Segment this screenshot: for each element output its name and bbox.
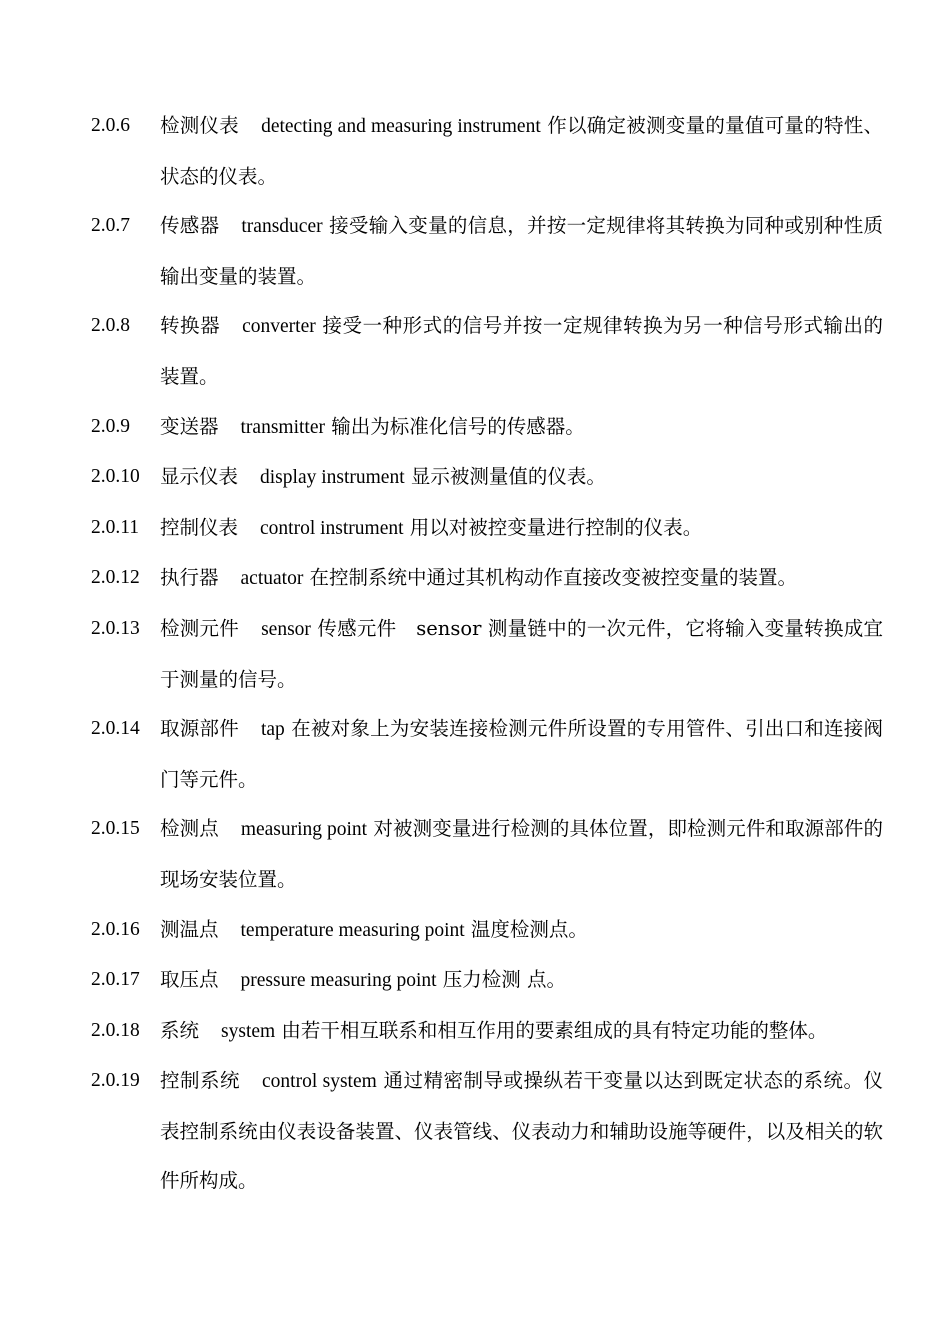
term-en: converter <box>242 316 316 338</box>
term-definition-list <box>91 101 883 1206</box>
entry-number: 2.0.7 <box>91 215 130 237</box>
entry-body <box>160 201 883 301</box>
entry-body <box>160 955 883 1006</box>
definition: 通过精密制导或操纵若干变量以达到既定状态的系统。仪表控制系统由仪表设备装置、仪表管线、仪表动力和辅助设施等硬件，以及相关的软件所构成。 <box>160 1069 883 1193</box>
entry-body <box>160 804 883 904</box>
entry-2-0-10 <box>91 452 883 503</box>
term-en: measuring point <box>240 819 368 841</box>
term-en: transducer <box>241 216 323 238</box>
entry-body <box>160 101 883 201</box>
entry-2-0-18 <box>91 1006 883 1057</box>
entry-body <box>160 553 883 604</box>
definition: 温度检测点。 <box>470 917 588 941</box>
term-en: control system <box>262 1071 377 1093</box>
definition: 由若干相互联系和相互作用的要素组成的具有特定功能的整体。 <box>281 1018 828 1042</box>
entry-body <box>160 301 883 401</box>
entry-body <box>160 503 883 554</box>
term-en: system <box>221 1020 276 1042</box>
term-en: detecting and measuring instrument <box>261 116 541 137</box>
term-zh: 检测元件 <box>160 616 240 640</box>
definition: 作以确定被测变量的量值可量的特性、状态的仪表。 <box>160 114 883 188</box>
entry-body <box>160 704 883 804</box>
term-zh: 传感器 <box>160 214 220 238</box>
term-zh: 控制系统 <box>160 1069 240 1093</box>
entry-body <box>160 604 883 704</box>
entry-2-0-19 <box>91 1056 883 1206</box>
entry-number: 2.0.11 <box>91 516 140 538</box>
entry-2-0-7 <box>91 201 883 301</box>
entry-body <box>160 452 883 503</box>
definition: 压力检测 点。 <box>442 968 566 992</box>
entry-2-0-8 <box>91 301 883 401</box>
entry-body <box>160 1056 883 1206</box>
definition: 用以对被控变量进行控制的仪表。 <box>409 515 703 539</box>
term-zh: 取源部件 <box>160 717 239 741</box>
entry-number: 2.0.13 <box>91 617 140 639</box>
entry-2-0-17 <box>91 955 883 1006</box>
term-zh: 取压点 <box>160 968 219 992</box>
definition: 在控制系统中通过其机构动作直接改变被控变量的装置。 <box>309 566 798 590</box>
entry-number: 2.0.17 <box>91 969 140 991</box>
term-zh: 执行器 <box>160 566 219 590</box>
term-en: control instrument <box>260 517 404 539</box>
entry-number: 2.0.10 <box>91 466 140 488</box>
entry-2-0-11 <box>91 503 883 554</box>
entry-number: 2.0.14 <box>91 718 140 740</box>
term-zh: 检测点 <box>160 817 219 841</box>
entry-number: 2.0.19 <box>91 1070 140 1092</box>
term-zh: 变送器 <box>160 414 219 438</box>
definition: 输出为标准化信号的传感器。 <box>331 414 585 438</box>
entry-2-0-16 <box>91 905 883 956</box>
term-zh: 检测仪表 <box>160 114 240 137</box>
term-en: temperature measuring point <box>240 919 465 941</box>
term-en: tap <box>260 719 285 741</box>
term-en: display instrument <box>260 467 405 489</box>
definition: 显示被测量值的仪表。 <box>410 465 606 489</box>
entry-body <box>160 402 883 453</box>
entry-number: 2.0.6 <box>91 115 130 136</box>
entry-2-0-9 <box>91 402 883 453</box>
entry-number: 2.0.8 <box>91 315 130 337</box>
entry-body <box>160 1006 883 1057</box>
entry-body <box>160 905 883 956</box>
entry-number: 2.0.15 <box>91 818 140 840</box>
entry-2-0-14 <box>91 704 883 804</box>
term-zh: 显示仪表 <box>160 465 239 489</box>
term-zh: 系统 <box>160 1018 200 1042</box>
term-en: pressure measuring point <box>240 970 437 992</box>
definition: 传感元件 sensor 测量链中的一次元件，它将输入变量转换成宜于测量的信号。 <box>160 616 883 691</box>
entry-2-0-6 <box>91 101 883 201</box>
term-en: sensor <box>261 618 311 640</box>
term-zh: 测温点 <box>160 917 219 941</box>
term-zh: 控制仪表 <box>160 515 239 539</box>
entry-2-0-12 <box>91 553 883 604</box>
term-en: actuator <box>240 568 304 590</box>
entry-number: 2.0.9 <box>91 415 130 437</box>
term-zh: 转换器 <box>160 314 221 338</box>
term-en: transmitter <box>240 416 325 438</box>
entry-2-0-15 <box>91 804 883 904</box>
definition: 对被测变量进行检测的具体位置，即检测元件和取源部件的现场安装位置。 <box>160 817 883 891</box>
entry-number: 2.0.12 <box>91 567 140 589</box>
definition: 接受一种形式的信号并按一定规律转换为另一种信号形式输出的装置。 <box>160 314 883 388</box>
definition: 接受输入变量的信息，并按一定规律将其转换为同种或别种性质输出变量的装置。 <box>160 214 883 288</box>
entry-number: 2.0.18 <box>91 1019 140 1041</box>
entry-2-0-13 <box>91 604 883 704</box>
definition: 在被对象上为安装连接检测元件所设置的专用管件、引出口和连接阀门等元件。 <box>160 717 883 791</box>
entry-number: 2.0.16 <box>91 918 140 940</box>
